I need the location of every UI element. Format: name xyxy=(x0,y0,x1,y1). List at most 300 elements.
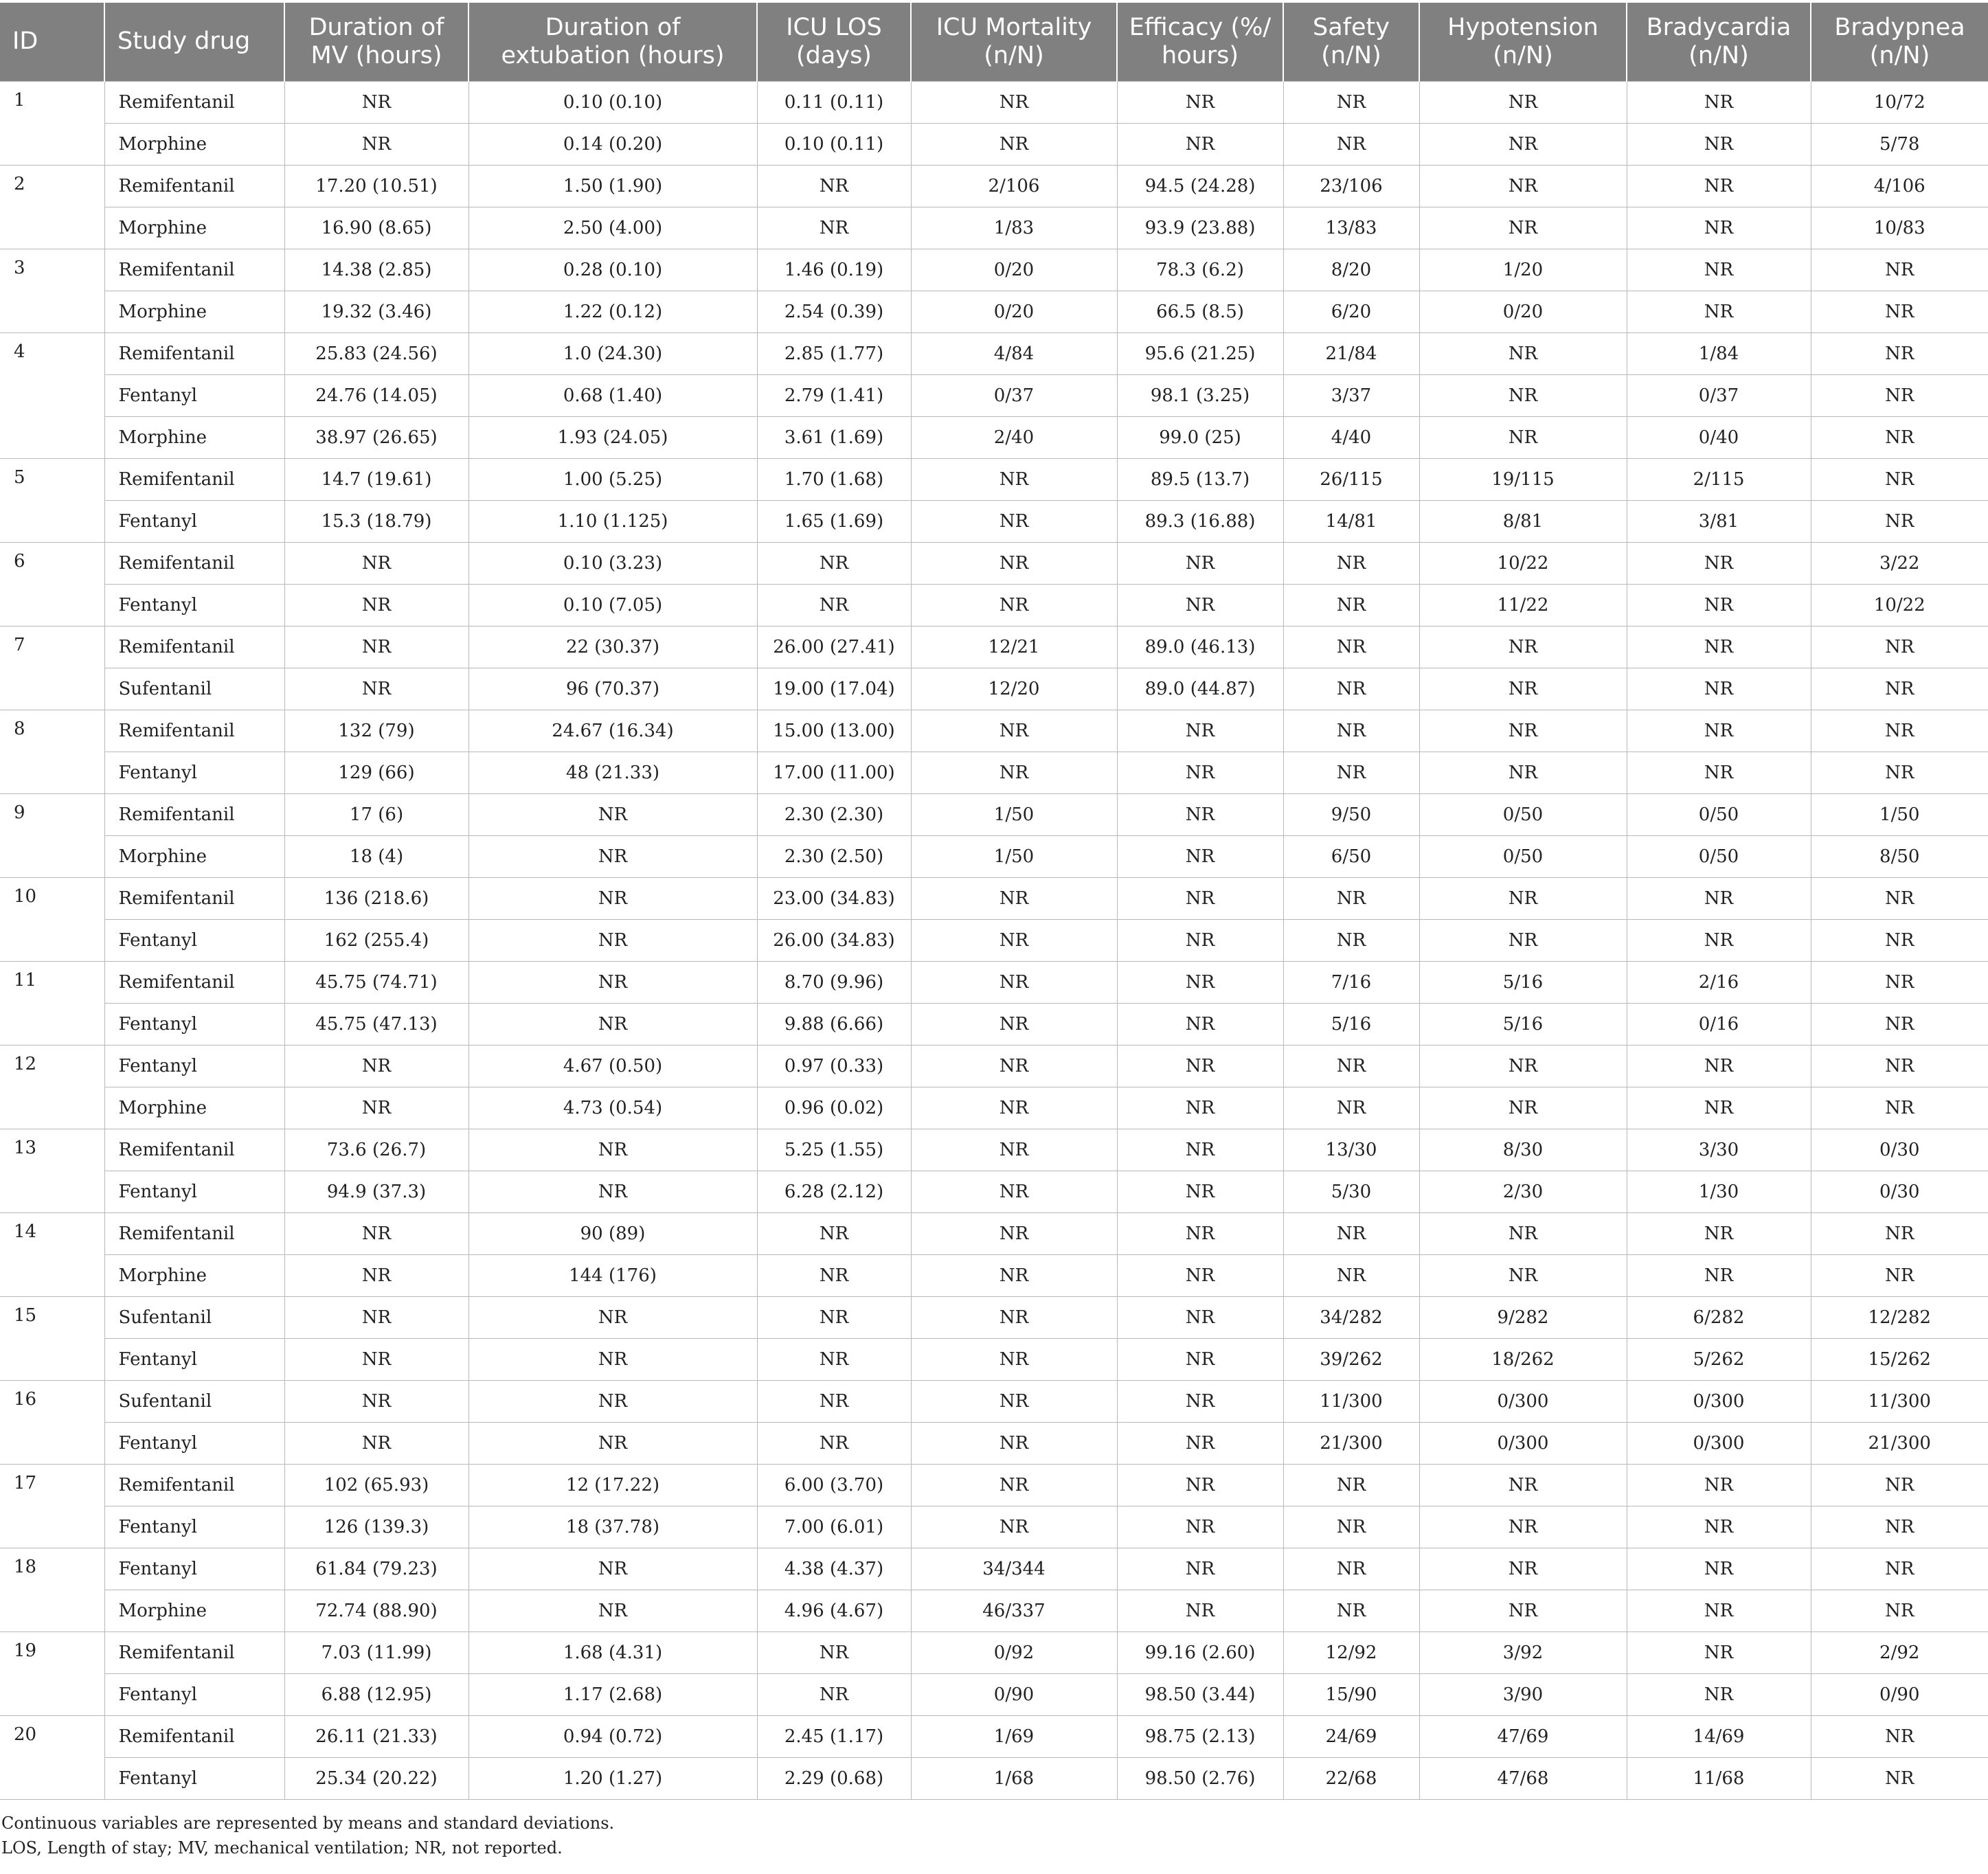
study-id-cell: 3 xyxy=(0,249,104,332)
column-header-line: Bradypnea xyxy=(1834,13,1965,41)
column-header xyxy=(757,3,911,81)
study-id-cell: 7 xyxy=(0,626,104,710)
table-cell: NR xyxy=(1811,416,1988,458)
table-row xyxy=(0,1673,1988,1715)
table-cell: NR xyxy=(1627,1590,1811,1632)
study-drug-cell: Fentanyl xyxy=(104,1506,284,1548)
study-drug-cell: Morphine xyxy=(104,1590,284,1632)
study-id-cell: 4 xyxy=(0,332,104,458)
table-cell: NR xyxy=(1627,1632,1811,1673)
table-cell: 1.00 (5.25) xyxy=(468,458,757,500)
table-cell: 10/22 xyxy=(1419,542,1627,584)
table-cell: 95.6 (21.25) xyxy=(1117,332,1283,374)
table-cell: NR xyxy=(1811,1590,1988,1632)
table-cell: 2.50 (4.00) xyxy=(468,207,757,249)
column-header xyxy=(1811,3,1988,81)
table-cell: 15.3 (18.79) xyxy=(284,500,468,542)
table-cell: NR xyxy=(1811,1045,1988,1087)
study-drug-cell: Sufentanil xyxy=(104,1296,284,1338)
table-cell: NR xyxy=(468,961,757,1003)
table-cell: NR xyxy=(1627,919,1811,961)
table-row xyxy=(0,291,1988,332)
table-cell: 22 (30.37) xyxy=(468,626,757,668)
table-cell: NR xyxy=(911,458,1117,500)
table-cell: 10/83 xyxy=(1811,207,1988,249)
column-header-line: Efficacy (%/ xyxy=(1129,13,1272,41)
table-cell: 0/90 xyxy=(1811,1673,1988,1715)
study-drug-cell: Remifentanil xyxy=(104,877,284,919)
table-cell: NR xyxy=(911,1045,1117,1087)
table-cell: NR xyxy=(757,1380,911,1422)
table-cell: NR xyxy=(1627,1464,1811,1506)
table-cell: 13/30 xyxy=(1283,1129,1419,1171)
table-cell: 61.84 (79.23) xyxy=(284,1548,468,1590)
table-cell: 10/22 xyxy=(1811,584,1988,626)
table-cell: NR xyxy=(284,1296,468,1338)
table-cell: NR xyxy=(911,542,1117,584)
table-cell: 1/69 xyxy=(911,1715,1117,1757)
table-cell: NR xyxy=(1811,1506,1988,1548)
table-cell: 5/78 xyxy=(1811,123,1988,165)
table-cell: 0/50 xyxy=(1627,793,1811,835)
table-cell: NR xyxy=(1283,710,1419,752)
table-cell: 6/50 xyxy=(1283,835,1419,877)
column-header xyxy=(911,3,1117,81)
table-cell: 15.00 (13.00) xyxy=(757,710,911,752)
table-cell: 2/40 xyxy=(911,416,1117,458)
table-cell: 0/92 xyxy=(911,1632,1117,1673)
table-cell: 23.00 (34.83) xyxy=(757,877,911,919)
table-cell: 2.85 (1.77) xyxy=(757,332,911,374)
table-cell: 6.00 (3.70) xyxy=(757,1464,911,1506)
table-cell: NR xyxy=(284,1212,468,1254)
table-cell: 9.88 (6.66) xyxy=(757,1003,911,1045)
table-cell: 1.0 (24.30) xyxy=(468,332,757,374)
table-cell: 4/84 xyxy=(911,332,1117,374)
table-cell: 8.70 (9.96) xyxy=(757,961,911,1003)
study-drug-cell: Fentanyl xyxy=(104,1548,284,1590)
table-cell: 15/90 xyxy=(1283,1673,1419,1715)
table-cell: NR xyxy=(1419,123,1627,165)
table-cell: NR xyxy=(911,877,1117,919)
table-cell: 17.20 (10.51) xyxy=(284,165,468,207)
column-header xyxy=(1283,3,1419,81)
table-cell: 162 (255.4) xyxy=(284,919,468,961)
table-cell: NR xyxy=(284,668,468,710)
table-cell: 18 (37.78) xyxy=(468,1506,757,1548)
column-header-line: (days) xyxy=(796,41,872,69)
table-cell: 12/282 xyxy=(1811,1296,1988,1338)
table-cell: 1/68 xyxy=(911,1757,1117,1799)
table-row xyxy=(0,835,1988,877)
table-cell: NR xyxy=(284,1338,468,1380)
table-cell: NR xyxy=(1283,668,1419,710)
table-cell: 1/30 xyxy=(1627,1171,1811,1212)
table-cell: NR xyxy=(1811,1254,1988,1296)
table-cell: 98.75 (2.13) xyxy=(1117,1715,1283,1757)
table-cell: NR xyxy=(1811,877,1988,919)
table-cell: NR xyxy=(757,584,911,626)
table-row xyxy=(0,793,1988,835)
table-cell: 6.88 (12.95) xyxy=(284,1673,468,1715)
table-cell: 1.10 (1.125) xyxy=(468,500,757,542)
footnote-abbreviations: LOS, Length of stay; MV, mechanical ventilation; NR, not reported. xyxy=(1,1838,563,1858)
table-cell: 94.5 (24.28) xyxy=(1117,165,1283,207)
table-cell: NR xyxy=(1811,249,1988,291)
table-row xyxy=(0,81,1988,123)
table-cell: NR xyxy=(757,207,911,249)
table-cell: 1.93 (24.05) xyxy=(468,416,757,458)
table-cell: 0/20 xyxy=(911,249,1117,291)
table-cell: 21/300 xyxy=(1283,1422,1419,1464)
table-cell: 0/300 xyxy=(1419,1422,1627,1464)
table-cell: NR xyxy=(284,626,468,668)
table-cell: NR xyxy=(1419,1045,1627,1087)
study-id-cell: 12 xyxy=(0,1045,104,1129)
table-cell: NR xyxy=(284,81,468,123)
table-cell: NR xyxy=(1627,1673,1811,1715)
study-drug-cell: Remifentanil xyxy=(104,1212,284,1254)
table-cell: 89.0 (46.13) xyxy=(1117,626,1283,668)
table-cell: 1.70 (1.68) xyxy=(757,458,911,500)
table-cell: NR xyxy=(1627,626,1811,668)
study-drug-cell: Remifentanil xyxy=(104,1715,284,1757)
table-cell: NR xyxy=(1811,374,1988,416)
table-cell: 18 (4) xyxy=(284,835,468,877)
table-cell: 2/106 xyxy=(911,165,1117,207)
table-row xyxy=(0,1045,1988,1087)
table-cell: 12/21 xyxy=(911,626,1117,668)
table-cell: NR xyxy=(1419,919,1627,961)
table-cell: 2.30 (2.50) xyxy=(757,835,911,877)
table-cell: NR xyxy=(1283,1590,1419,1632)
table-cell: NR xyxy=(757,542,911,584)
table-cell: NR xyxy=(1283,1464,1419,1506)
table-cell: 17 (6) xyxy=(284,793,468,835)
table-cell: NR xyxy=(1117,1548,1283,1590)
study-drug-cell: Fentanyl xyxy=(104,1422,284,1464)
table-row xyxy=(0,626,1988,668)
table-cell: 0/300 xyxy=(1627,1380,1811,1422)
study-id-cell: 1 xyxy=(0,81,104,165)
table-cell: NR xyxy=(1419,710,1627,752)
table-cell: NR xyxy=(1283,752,1419,793)
column-header-line: ICU Mortality xyxy=(936,13,1092,41)
study-id-cell: 10 xyxy=(0,877,104,961)
table-row xyxy=(0,374,1988,416)
table-row xyxy=(0,877,1988,919)
table-cell: NR xyxy=(1283,626,1419,668)
table-cell: NR xyxy=(1283,919,1419,961)
table-cell: NR xyxy=(1627,752,1811,793)
table-cell: NR xyxy=(468,1296,757,1338)
table-cell: NR xyxy=(468,1548,757,1590)
table-cell: 5/30 xyxy=(1283,1171,1419,1212)
table-cell: NR xyxy=(1811,919,1988,961)
table-cell: 8/30 xyxy=(1419,1129,1627,1171)
study-outcomes-table xyxy=(0,3,1988,1800)
table-cell: NR xyxy=(284,1087,468,1129)
column-header-line: (n/N) xyxy=(1869,41,1930,69)
study-id-cell: 19 xyxy=(0,1632,104,1715)
table-cell: NR xyxy=(1117,1087,1283,1129)
table-cell: NR xyxy=(1283,1045,1419,1087)
study-drug-cell: Morphine xyxy=(104,1087,284,1129)
table-cell: NR xyxy=(911,1003,1117,1045)
study-drug-cell: Remifentanil xyxy=(104,961,284,1003)
table-cell: 21/84 xyxy=(1283,332,1419,374)
table-cell: 14/69 xyxy=(1627,1715,1811,1757)
table-cell: NR xyxy=(1117,1506,1283,1548)
column-header xyxy=(1117,3,1283,81)
table-cell: NR xyxy=(1627,710,1811,752)
table-cell: 3/22 xyxy=(1811,542,1988,584)
table-cell: 1.50 (1.90) xyxy=(468,165,757,207)
table-row xyxy=(0,919,1988,961)
study-id-cell: 6 xyxy=(0,542,104,626)
table-cell: 144 (176) xyxy=(468,1254,757,1296)
table-cell: 98.50 (3.44) xyxy=(1117,1673,1283,1715)
table-cell: 5.25 (1.55) xyxy=(757,1129,911,1171)
table-cell: 8/20 xyxy=(1283,249,1419,291)
table-cell: NR xyxy=(1117,81,1283,123)
table-cell: 45.75 (74.71) xyxy=(284,961,468,1003)
table-cell: 1.68 (4.31) xyxy=(468,1632,757,1673)
column-header-line: Safety xyxy=(1313,13,1390,41)
column-header-line: ICU LOS xyxy=(786,13,882,41)
table-cell: NR xyxy=(1117,919,1283,961)
table-cell: 19.00 (17.04) xyxy=(757,668,911,710)
table-cell: NR xyxy=(1627,1087,1811,1129)
table-cell: 5/262 xyxy=(1627,1338,1811,1380)
table-cell: 136 (218.6) xyxy=(284,877,468,919)
table-cell: NR xyxy=(1627,1506,1811,1548)
table-cell: 15/262 xyxy=(1811,1338,1988,1380)
table-cell: NR xyxy=(1419,416,1627,458)
table-row xyxy=(0,584,1988,626)
table-cell: 1/83 xyxy=(911,207,1117,249)
table-cell: NR xyxy=(1811,1212,1988,1254)
table-cell: 78.3 (6.2) xyxy=(1117,249,1283,291)
column-header-line: Duration of xyxy=(308,13,444,41)
table-cell: 26.00 (27.41) xyxy=(757,626,911,668)
table-cell: 0.10 (0.11) xyxy=(757,123,911,165)
table-cell: NR xyxy=(1283,1254,1419,1296)
study-drug-cell: Fentanyl xyxy=(104,1045,284,1087)
table-cell: NR xyxy=(1283,1087,1419,1129)
table-cell: NR xyxy=(911,1212,1117,1254)
table-cell: NR xyxy=(911,1380,1117,1422)
table-cell: 3/81 xyxy=(1627,500,1811,542)
study-id-cell: 11 xyxy=(0,961,104,1045)
study-id-cell: 2 xyxy=(0,165,104,249)
study-drug-cell: Remifentanil xyxy=(104,1129,284,1171)
table-row xyxy=(0,1254,1988,1296)
table-cell: 2.79 (1.41) xyxy=(757,374,911,416)
study-id-cell: 20 xyxy=(0,1715,104,1799)
column-header xyxy=(1419,3,1627,81)
table-cell: 2/30 xyxy=(1419,1171,1627,1212)
table-row xyxy=(0,1338,1988,1380)
table-cell: 2.45 (1.17) xyxy=(757,1715,911,1757)
table-cell: NR xyxy=(1627,1212,1811,1254)
table-cell: NR xyxy=(1419,877,1627,919)
table-cell: NR xyxy=(284,1422,468,1464)
table-cell: NR xyxy=(468,1338,757,1380)
table-cell: 126 (139.3) xyxy=(284,1506,468,1548)
table-cell: 0.10 (3.23) xyxy=(468,542,757,584)
table-cell: NR xyxy=(1419,374,1627,416)
table-cell: NR xyxy=(1627,249,1811,291)
table-cell: NR xyxy=(1117,793,1283,835)
table-cell: 0.94 (0.72) xyxy=(468,1715,757,1757)
table-cell: NR xyxy=(1419,1464,1627,1506)
table-cell: NR xyxy=(1117,1380,1283,1422)
table-cell: 0/20 xyxy=(911,291,1117,332)
table-cell: NR xyxy=(911,500,1117,542)
table-cell: 26.00 (34.83) xyxy=(757,919,911,961)
study-drug-cell: Remifentanil xyxy=(104,1632,284,1673)
table-cell: 4/40 xyxy=(1283,416,1419,458)
table-cell: 7/16 xyxy=(1283,961,1419,1003)
table-row xyxy=(0,332,1988,374)
table-cell: NR xyxy=(468,877,757,919)
column-header-line: hours) xyxy=(1161,41,1239,69)
table-cell: NR xyxy=(1419,1087,1627,1129)
table-cell: 39/262 xyxy=(1283,1338,1419,1380)
table-body xyxy=(0,81,1988,1799)
table-cell: NR xyxy=(1627,1045,1811,1087)
study-drug-cell: Fentanyl xyxy=(104,500,284,542)
column-header-line: Duration of xyxy=(545,13,681,41)
table-row xyxy=(0,1212,1988,1254)
table-cell: 45.75 (47.13) xyxy=(284,1003,468,1045)
table-cell: 1.65 (1.69) xyxy=(757,500,911,542)
table-cell: 0.11 (0.11) xyxy=(757,81,911,123)
table-cell: 10/72 xyxy=(1811,81,1988,123)
study-drug-cell: Morphine xyxy=(104,207,284,249)
table-cell: 16.90 (8.65) xyxy=(284,207,468,249)
table-row xyxy=(0,458,1988,500)
column-header-line: ID xyxy=(12,27,38,56)
table-row xyxy=(0,1548,1988,1590)
table-cell: NR xyxy=(1419,626,1627,668)
table-cell: NR xyxy=(284,584,468,626)
table-row xyxy=(0,165,1988,207)
table-cell: NR xyxy=(1627,542,1811,584)
study-drug-cell: Remifentanil xyxy=(104,332,284,374)
table-cell: 17.00 (11.00) xyxy=(757,752,911,793)
table-cell: NR xyxy=(1811,500,1988,542)
table-row xyxy=(0,1129,1988,1171)
table-row xyxy=(0,1715,1988,1757)
table-cell: 7.00 (6.01) xyxy=(757,1506,911,1548)
table-row xyxy=(0,542,1988,584)
table-cell: NR xyxy=(1811,752,1988,793)
table-cell: 1/84 xyxy=(1627,332,1811,374)
study-drug-cell: Remifentanil xyxy=(104,626,284,668)
table-cell: NR xyxy=(1811,1003,1988,1045)
study-drug-cell: Fentanyl xyxy=(104,1757,284,1799)
study-id-cell: 15 xyxy=(0,1296,104,1380)
table-cell: NR xyxy=(1117,710,1283,752)
study-drug-cell: Fentanyl xyxy=(104,752,284,793)
table-cell: 1.20 (1.27) xyxy=(468,1757,757,1799)
table-cell: 11/300 xyxy=(1283,1380,1419,1422)
table-cell: NR xyxy=(911,1338,1117,1380)
table-cell: NR xyxy=(468,1129,757,1171)
table-cell: NR xyxy=(1811,626,1988,668)
study-drug-cell: Remifentanil xyxy=(104,249,284,291)
table-cell: 0.10 (7.05) xyxy=(468,584,757,626)
table-cell: 1.46 (0.19) xyxy=(757,249,911,291)
table-cell: 34/282 xyxy=(1283,1296,1419,1338)
table-cell: 19.32 (3.46) xyxy=(284,291,468,332)
table-cell: 99.0 (25) xyxy=(1117,416,1283,458)
table-cell: 12 (17.22) xyxy=(468,1464,757,1506)
study-drug-cell: Fentanyl xyxy=(104,584,284,626)
table-cell: 5/16 xyxy=(1283,1003,1419,1045)
table-cell: NR xyxy=(1811,1757,1988,1799)
table-cell: 14/81 xyxy=(1283,500,1419,542)
table-cell: NR xyxy=(1117,1296,1283,1338)
table-cell: NR xyxy=(1419,1590,1627,1632)
table-cell: NR xyxy=(1811,291,1988,332)
table-cell: 6/282 xyxy=(1627,1296,1811,1338)
table-cell: 6/20 xyxy=(1283,291,1419,332)
table-cell: 89.5 (13.7) xyxy=(1117,458,1283,500)
table-cell: NR xyxy=(1117,1171,1283,1212)
table-cell: 0.28 (0.10) xyxy=(468,249,757,291)
study-drug-cell: Sufentanil xyxy=(104,668,284,710)
table-cell: 47/68 xyxy=(1419,1757,1627,1799)
table-cell: 25.83 (24.56) xyxy=(284,332,468,374)
study-id-cell: 14 xyxy=(0,1212,104,1296)
study-drug-cell: Remifentanil xyxy=(104,165,284,207)
table-cell: NR xyxy=(1419,1254,1627,1296)
table-cell: NR xyxy=(1419,81,1627,123)
table-cell: 22/68 xyxy=(1283,1757,1419,1799)
table-row xyxy=(0,752,1988,793)
study-drug-cell: Morphine xyxy=(104,835,284,877)
table-row xyxy=(0,961,1988,1003)
table-cell: NR xyxy=(1419,207,1627,249)
table-cell: 9/282 xyxy=(1419,1296,1627,1338)
table-cell: NR xyxy=(1283,542,1419,584)
table-cell: 0/50 xyxy=(1627,835,1811,877)
table-cell: 98.1 (3.25) xyxy=(1117,374,1283,416)
table-cell: 3/92 xyxy=(1419,1632,1627,1673)
table-cell: NR xyxy=(1627,668,1811,710)
table-row xyxy=(0,1757,1988,1799)
study-drug-cell: Fentanyl xyxy=(104,1673,284,1715)
table-cell: NR xyxy=(1117,961,1283,1003)
table-cell: 93.9 (23.88) xyxy=(1117,207,1283,249)
table-cell: NR xyxy=(1117,1422,1283,1464)
table-cell: 0/90 xyxy=(911,1673,1117,1715)
table-cell: 48 (21.33) xyxy=(468,752,757,793)
table-cell: 2/16 xyxy=(1627,961,1811,1003)
column-header-line: MV (hours) xyxy=(310,41,442,69)
table-cell: NR xyxy=(1283,1212,1419,1254)
table-cell: 4.38 (4.37) xyxy=(757,1548,911,1590)
table-cell: 8/50 xyxy=(1811,835,1988,877)
table-cell: 25.34 (20.22) xyxy=(284,1757,468,1799)
table-cell: 26.11 (21.33) xyxy=(284,1715,468,1757)
table-cell: 1/20 xyxy=(1419,249,1627,291)
table-cell: NR xyxy=(1627,207,1811,249)
table-cell: NR xyxy=(1811,961,1988,1003)
